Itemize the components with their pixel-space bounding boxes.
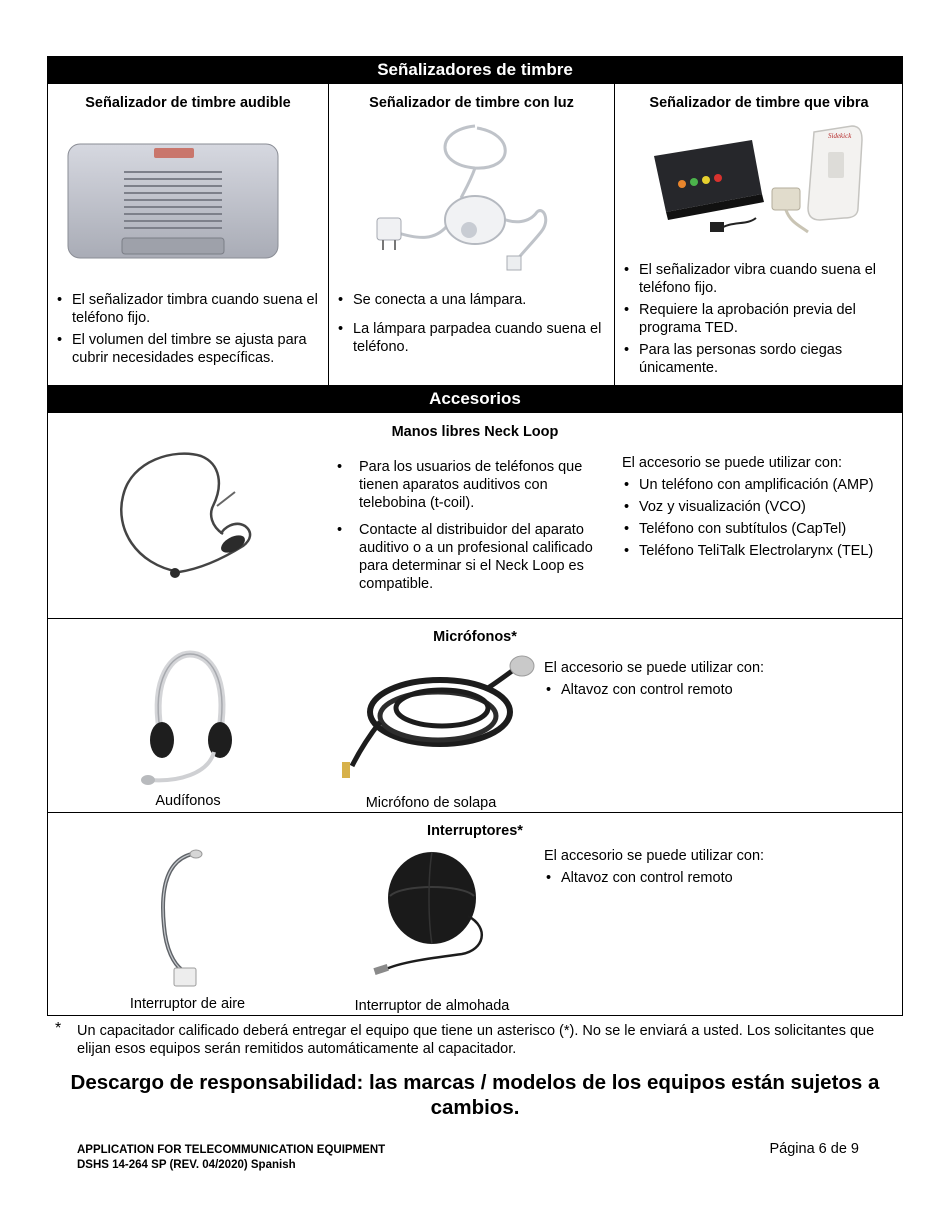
- list-item: • Teléfono TeliTalk Electrolarynx (TEL): [622, 542, 902, 560]
- neck-loop-use-intro: El accesorio se puede utilizar con:: [622, 455, 843, 471]
- column-divider: [614, 84, 615, 385]
- list-item: • Contacte al distribuidor del aparato auditivo o a un profesional calificado para determinar si el Neck Loop es compatible.: [335, 521, 607, 593]
- list-item: • El señalizador timbra cuando suena el teléfono fijo.: [55, 291, 325, 327]
- air-switch-image: [152, 846, 212, 990]
- list-item: • Altavoz con control remoto: [544, 869, 894, 887]
- list-item: • Altavoz con control remoto: [544, 681, 894, 699]
- switches-use-intro: El accesorio se puede utilizar con:: [544, 848, 765, 864]
- switches-compatible-list: [544, 869, 894, 891]
- section-header-ringers: Señalizadores de timbre: [47, 56, 903, 84]
- audible-ringer-features: [55, 291, 325, 371]
- list-item: • El volumen del timbre se ajusta para cubrir necesidades específicas.: [55, 331, 325, 367]
- heading-switches: Interruptores*: [427, 823, 523, 839]
- disclaimer: Descargo de responsabilidad: las marcas / modelos de los equipos están sujetos a cambios.: [70, 1071, 880, 1119]
- caption-pillow-switch: Interruptor de almohada: [354, 998, 510, 1014]
- light-ringer-image: [365, 120, 585, 275]
- list-item: • Para las personas sordo ciegas únicamente.: [622, 341, 900, 377]
- pillow-switch-image: [372, 846, 494, 984]
- neck-loop-compatible-list: [622, 476, 902, 564]
- list-item: • Requiere la aprobación previa del programa TED.: [622, 301, 900, 337]
- caption-headset: Audífonos: [155, 793, 221, 809]
- microphones-use-intro: El accesorio se puede utilizar con:: [544, 660, 765, 676]
- vibrating-ringer-features: [622, 261, 900, 381]
- neck-loop-features: [335, 458, 607, 597]
- list-item: • La lámpara parpadea cuando suena el teléfono.: [336, 320, 608, 356]
- heading-audible-ringer: Señalizador de timbre audible: [85, 95, 291, 111]
- neck-loop-image: [115, 446, 260, 586]
- list-item: • Un teléfono con amplificación (AMP): [622, 476, 902, 494]
- heading-vibrating-ringer: Señalizador de timbre que vibra: [649, 95, 869, 111]
- heading-light-ringer: Señalizador de timbre con luz: [369, 95, 574, 111]
- list-item: • El señalizador vibra cuando suena el teléfono fijo.: [622, 261, 900, 297]
- footer-form-title: APPLICATION FOR TELECOMMUNICATION EQUIPMENT: [77, 1144, 386, 1156]
- caption-lapel-microphone: Micrófono de solapa: [365, 795, 497, 811]
- row-divider: [47, 618, 903, 619]
- section-header-accessories: Accesorios: [47, 385, 903, 413]
- microphones-compatible-list: [544, 681, 894, 703]
- audible-ringer-image: [66, 138, 280, 264]
- footer-form-id: DSHS 14-264 SP (REV. 04/2020) Spanish: [77, 1159, 296, 1171]
- list-item: • Para los usuarios de teléfonos que tienen aparatos auditivos con telebobina (t-coil).: [335, 458, 607, 512]
- light-ringer-features: [336, 291, 608, 360]
- page-number: Página 6 de 9: [769, 1141, 859, 1157]
- vibrating-ringer-image: [652, 122, 866, 242]
- column-divider: [328, 84, 329, 385]
- row-divider: [47, 812, 903, 813]
- heading-microphones: Micrófonos*: [433, 629, 517, 645]
- footnote-text: Un capacitador calificado deberá entregar el equipo que tiene un asterisco (*). No se le enviará a usted. Los solicitantes que elijan esos equipos serán remitidos automáticamente al capacitador.: [77, 1023, 875, 1057]
- list-item: • Teléfono con subtítulos (CapTel): [622, 520, 902, 538]
- list-item: • Se conecta a una lámpara.: [336, 291, 608, 309]
- headset-image: [138, 648, 238, 790]
- lapel-microphone-image: [338, 654, 538, 782]
- heading-neck-loop: Manos libres Neck Loop: [391, 424, 559, 440]
- device-brand-text: Sidekick: [828, 132, 852, 140]
- list-item: • Voz y visualización (VCO): [622, 498, 902, 516]
- footnote-asterisk: *: [55, 1020, 62, 1037]
- caption-air-switch: Interruptor de aire: [129, 996, 246, 1012]
